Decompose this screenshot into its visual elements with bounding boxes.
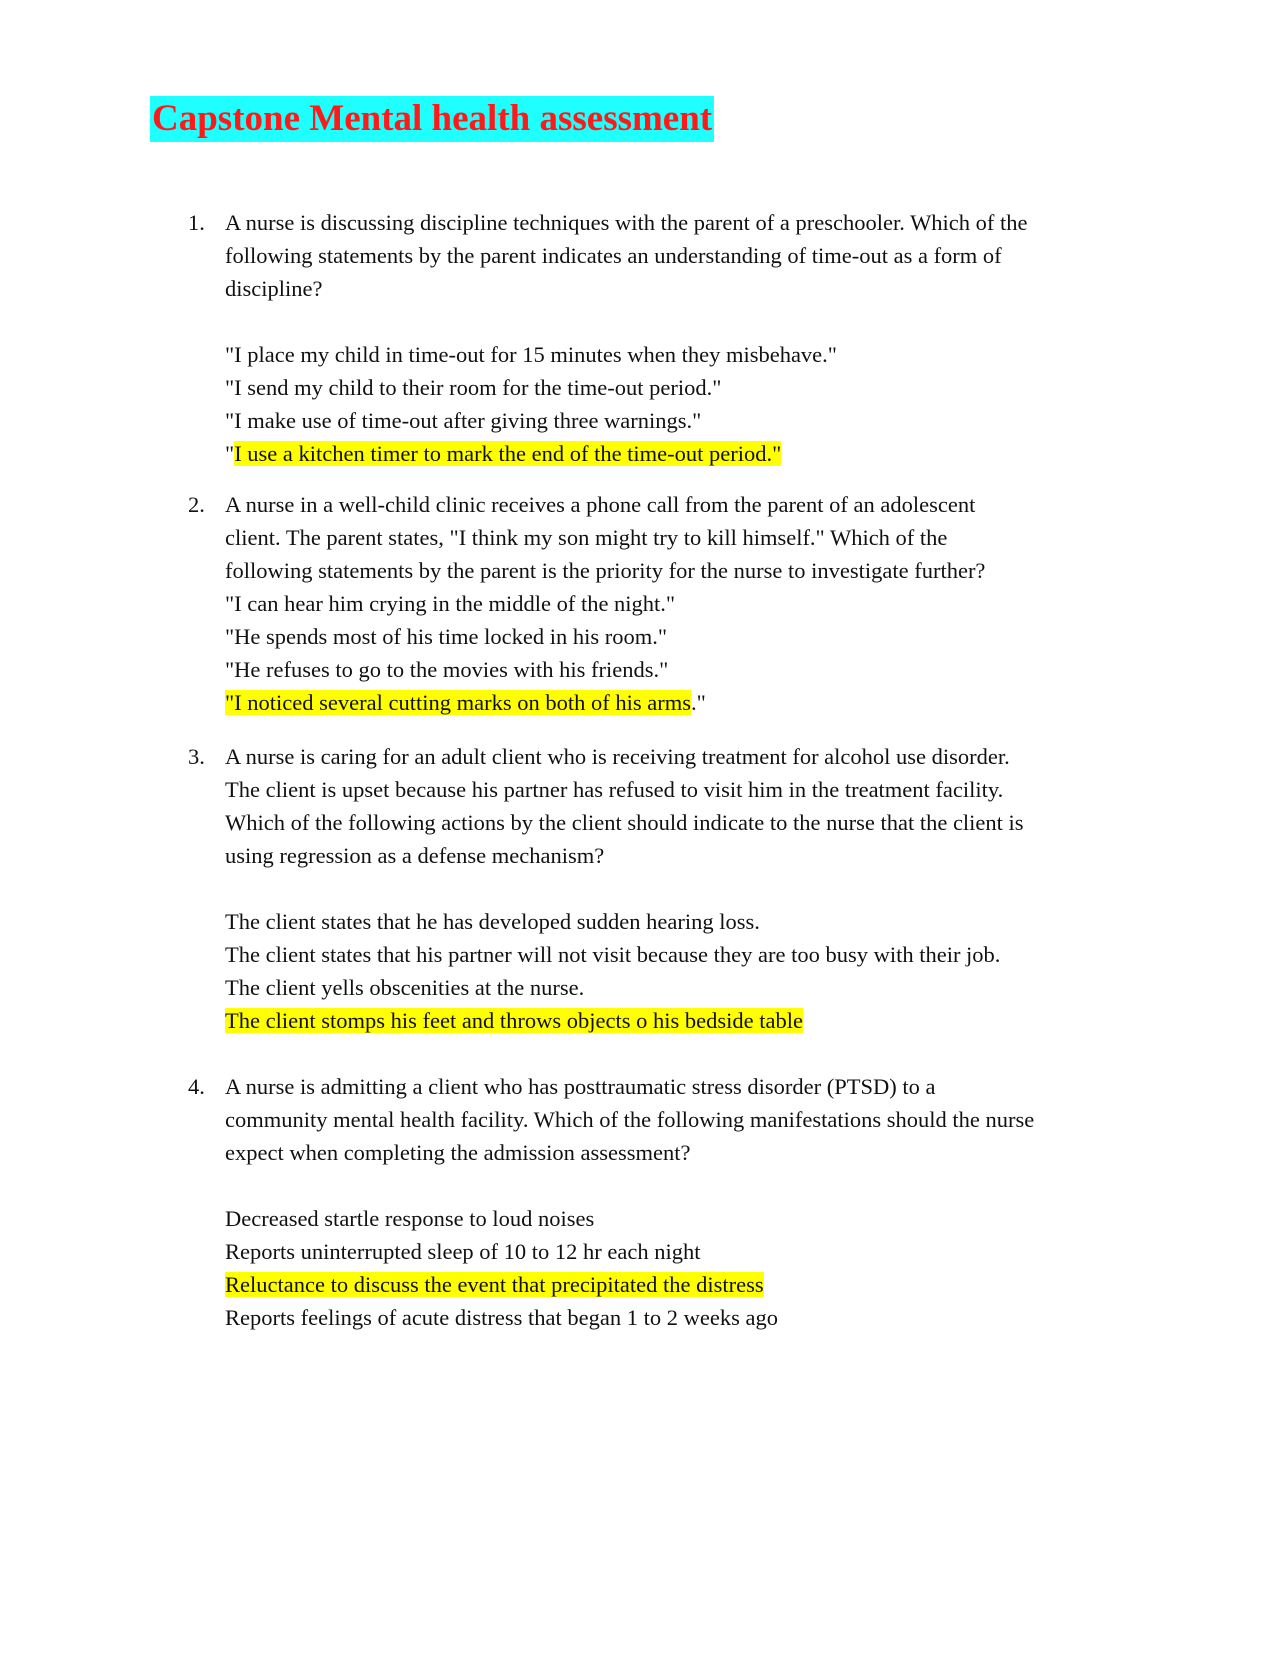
question-number: 2.: [188, 492, 205, 517]
question-stem: [225, 740, 1148, 872]
document-title: Capstone Mental health assessment: [150, 96, 714, 142]
answer-option: "He spends most of his time locked in his room.": [225, 624, 668, 649]
answer-highlight: I use a kitchen timer to mark the end of the time-out period.": [234, 441, 782, 466]
stem-line: client. The parent states, "I think my son might try to kill himself." Which of the: [225, 525, 948, 550]
question-number: 4.: [188, 1074, 205, 1099]
answer-highlight: The client stomps his feet and throws objects o his bedside table: [225, 1008, 804, 1033]
question-stem: [225, 206, 1148, 305]
answer-highlight: Reluctance to discuss the event that precipitated the distress: [225, 1272, 764, 1297]
stem-line: A nurse is discussing discipline techniques with the parent of a preschooler. Which of the: [225, 210, 1028, 235]
stem-line: Which of the following actions by the client should indicate to the nurse that the client is: [225, 810, 1024, 835]
stem-line: following statements by the parent indicates an understanding of time-out as a form of: [225, 243, 1002, 268]
question-stem: [225, 488, 1148, 587]
answer-option: The client yells obscenities at the nurse.: [225, 975, 585, 1000]
correct-answer-option: [225, 1004, 1148, 1037]
stem-line: A nurse in a well-child clinic receives a phone call from the parent of an adolescent: [225, 492, 976, 517]
stem-line: expect when completing the admission assessment?: [225, 1140, 691, 1165]
stem-line: A nurse is caring for an adult client who is receiving treatment for alcohol use disorder.: [225, 744, 1010, 769]
stem-line: using regression as a defense mechanism?: [225, 843, 605, 868]
question-3: [188, 740, 1148, 1037]
answer-option: "I place my child in time-out for 15 minutes when they misbehave.": [225, 342, 837, 367]
answer-suffix: .": [690, 690, 706, 715]
correct-answer-option: [225, 437, 1148, 470]
question-1: [188, 206, 1148, 470]
stem-line: A nurse is admitting a client who has posttraumatic stress disorder (PTSD) to a: [225, 1074, 936, 1099]
question-2: [188, 488, 1148, 719]
stem-line: discipline?: [225, 276, 323, 301]
answer-option: The client states that he has developed sudden hearing loss.: [225, 909, 760, 934]
stem-line: The client is upset because his partner has refused to visit him in the treatment facility.: [225, 777, 1004, 802]
answer-prefix: ": [225, 441, 235, 466]
stem-line: following statements by the parent is the priority for the nurse to investigate further?: [225, 558, 986, 583]
answer-option: "He refuses to go to the movies with his friends.": [225, 657, 669, 682]
answer-option: Reports uninterrupted sleep of 10 to 12 hr each night: [225, 1239, 701, 1264]
correct-answer-option: [225, 1268, 1148, 1301]
answer-option: "I can hear him crying in the middle of the night.": [225, 591, 676, 616]
answer-option: Decreased startle response to loud noises: [225, 1206, 595, 1231]
correct-answer-option: [225, 686, 1148, 719]
answer-option: "I send my child to their room for the time-out period.": [225, 375, 722, 400]
answer-highlight: "I noticed several cutting marks on both of his arms: [225, 690, 691, 715]
question-number: 3.: [188, 744, 205, 769]
answer-option: Reports feelings of acute distress that began 1 to 2 weeks ago: [225, 1305, 778, 1330]
stem-line: community mental health facility. Which of the following manifestations should the nurse: [225, 1107, 1035, 1132]
answer-option: "I make use of time-out after giving three warnings.": [225, 408, 702, 433]
answer-option: The client states that his partner will not visit because they are too busy with their job.: [225, 942, 1001, 967]
question-4: [188, 1070, 1148, 1334]
question-stem: [225, 1070, 1148, 1169]
question-number: 1.: [188, 210, 205, 235]
document-title-wrap: [150, 96, 714, 142]
